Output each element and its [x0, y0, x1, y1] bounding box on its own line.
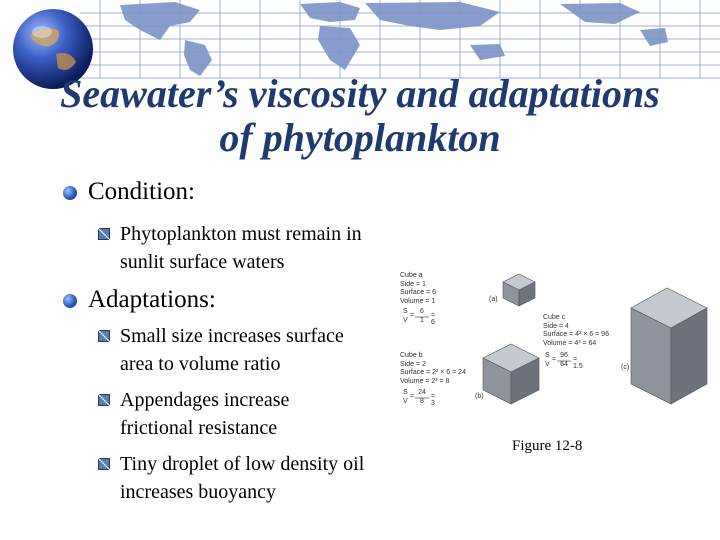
sub-bullet-line: Small size increases surface [120, 325, 344, 347]
cube-c-tag: (c) [621, 364, 630, 371]
figure-caption: Figure 12-8 [512, 438, 583, 454]
ratio-value: = 3 [431, 393, 436, 407]
ratio-value: = 1.5 [573, 356, 583, 370]
sub-bullet-line: Appendages increase [120, 389, 290, 411]
cube-c-name: Cube c [543, 314, 566, 321]
cube-a-name: Cube a [400, 272, 423, 279]
cube-b-side: Side = 2 [400, 360, 426, 368]
sub-bullet-line: area to volume ratio [120, 353, 281, 375]
cube-b-surface: Surface = 2² × 6 = 24 [400, 369, 466, 376]
ratio-s: S [545, 352, 550, 359]
square-bullet-icon [98, 228, 110, 240]
bullet-label: Adaptations: [88, 286, 216, 313]
ratio-num: 24 [418, 389, 426, 396]
cube-a-side: Side = 1 [400, 280, 426, 288]
cube-figure: Cube a Side = 1 Surface = 6 Volume = 1 S V = 6 1 = 6 (a) Cube b Side = 2 Surface = 2² × 6 = 24 Volume = 2³ = 8 S V = 24 8 = 3 (b) Cube c Side = 4 Surface = 4² × 6 = 96 Volume = 4³ = 64 S V = 96 64 = 1.5 (c) [395, 268, 715, 428]
cube-a-volume: Volume = 1 [400, 297, 436, 305]
bullet-dot-icon [63, 186, 77, 200]
sub-bullet-line: sunlit surface waters [120, 251, 285, 273]
cube-c-volume: Volume = 4³ = 64 [543, 339, 597, 347]
ratio-s: S [403, 308, 408, 315]
cube-b-tag: (b) [475, 393, 484, 400]
bullet-label: Condition: [88, 178, 195, 205]
slide-title: Seawater’s viscosity and adaptations of phytoplankton [60, 71, 660, 160]
cube-b [483, 344, 539, 404]
cube-a-surface: Surface = 6 [400, 289, 436, 296]
bullet-dot-icon [63, 294, 77, 308]
cube-c [631, 288, 707, 404]
ratio-den: 64 [560, 361, 568, 368]
sub-bullet-line: Phytoplankton must remain in [120, 223, 362, 245]
cubes-drawing [395, 268, 715, 428]
ratio-v: V [403, 317, 408, 324]
square-bullet-icon [98, 330, 110, 342]
cube-c-side: Side = 4 [543, 322, 569, 330]
ratio-den: 1 [420, 317, 424, 324]
cube-c-surface: Surface = 4² × 6 = 96 [543, 331, 609, 338]
sub-bullet-line: frictional resistance [120, 417, 278, 439]
sub-bullet-line: Tiny droplet of low density oil [120, 453, 365, 475]
ratio-s: S [403, 389, 408, 396]
sub-bullet-line: increases buoyancy [120, 481, 277, 503]
header-map-banner [0, 0, 720, 80]
ratio-v: V [403, 398, 408, 405]
cube-a [503, 274, 535, 306]
ratio-value: = 6 [431, 312, 436, 326]
cube-b-name: Cube b [400, 352, 423, 359]
ratio-num: 96 [560, 352, 568, 359]
ratio-v: V [545, 361, 550, 368]
square-bullet-icon [98, 458, 110, 470]
ratio-num: 6 [420, 308, 424, 315]
cube-a-tag: (a) [489, 296, 498, 303]
square-bullet-icon [98, 394, 110, 406]
cube-b-volume: Volume = 2³ = 8 [400, 377, 450, 385]
ratio-den: 8 [420, 398, 424, 405]
world-map-grid [0, 0, 720, 80]
